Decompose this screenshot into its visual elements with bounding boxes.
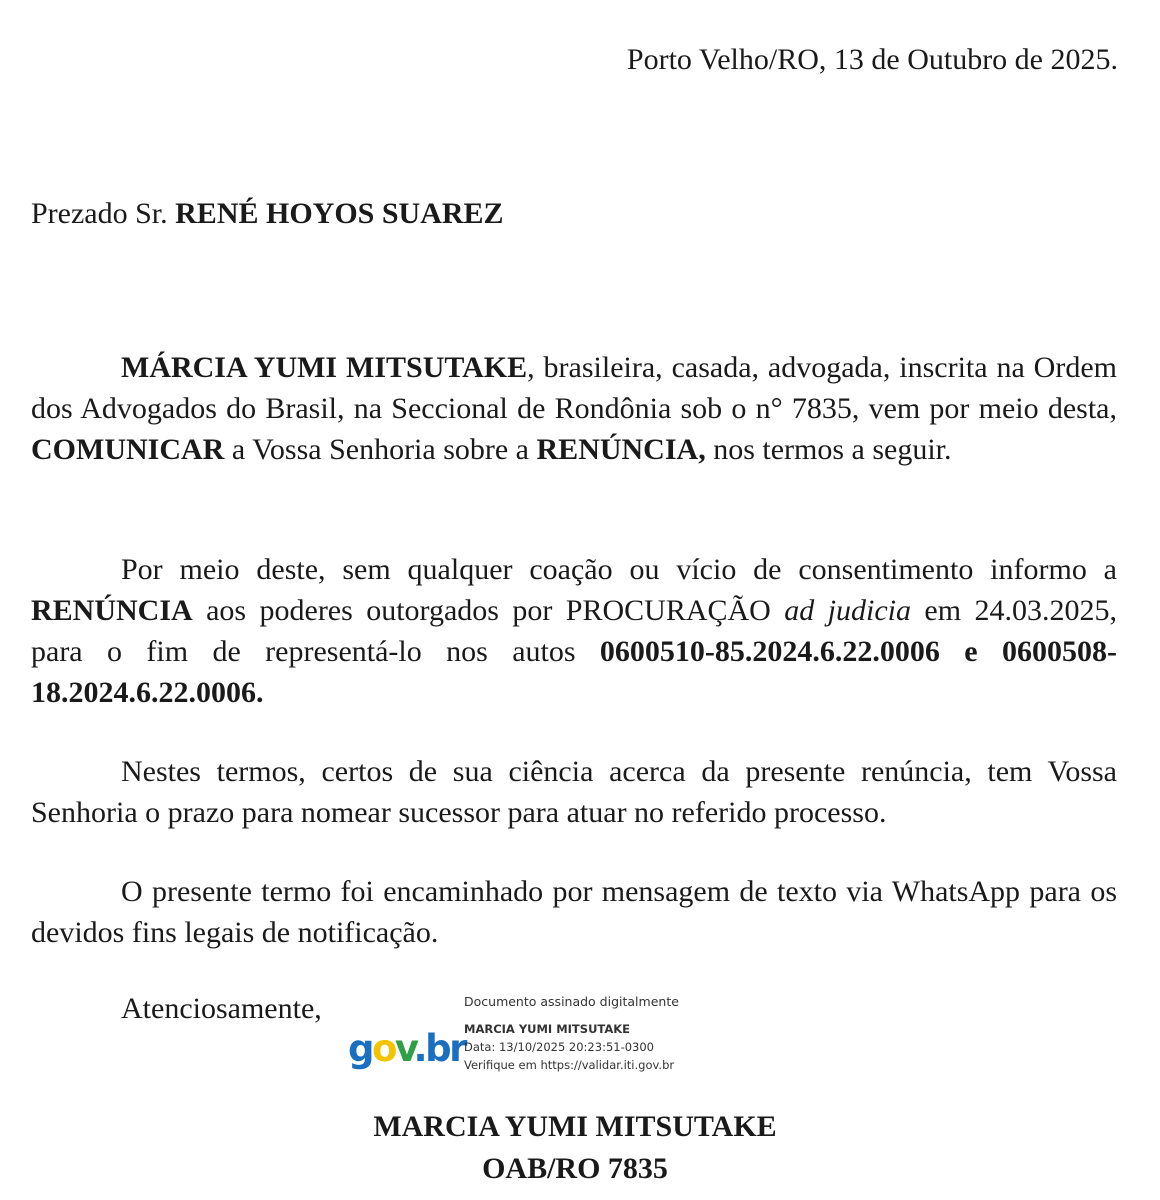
p1-text3: nos termos a seguir.	[705, 433, 952, 466]
p2-text1: Por meio deste, sem qualquer coação ou vício de consentimento informo a	[121, 553, 1117, 586]
signature-caption: Documento assinado digitalmente	[464, 994, 679, 1009]
paragraph-terms: Nestes termos, certos de sua ciência acerca da presente renúncia, tem Vossa Senhoria o prazo para nomear sucessor para atuar no referido processo.	[31, 755, 1117, 829]
signer-oab: OAB/RO 7835	[482, 1152, 668, 1185]
salutation-prefix: Prezado Sr.	[31, 197, 176, 230]
gov-br-logo	[347, 1020, 465, 1070]
p1-bold-communicate: COMUNICAR	[31, 433, 225, 466]
paragraph-notification: O presente termo foi encaminhado por mensagem de texto via WhatsApp para os devidos fins legais de notificação.	[31, 875, 1117, 949]
p2-italic-ad-judicia: ad judicia	[784, 594, 911, 627]
p2-text3: em 24.03.2025, para o fim de representá-lo nos autos	[31, 594, 1117, 668]
signature-verify-link: Verifique em https://validar.iti.gov.br	[464, 1058, 675, 1072]
p1-text1: , brasileira, casada, advogada, inscrita na Ordem dos Advogados do Brasil, na Seccional de Rondônia sob o n° 7835, vem por meio desta,	[31, 351, 1117, 425]
digital-signature-stamp	[345, 992, 745, 1082]
recipient-name: RENÉ HOYOS SUAREZ	[175, 197, 504, 230]
signer-name: MARCIA YUMI MITSUTAKE	[373, 1110, 777, 1143]
closing: Atenciosamente,	[121, 992, 322, 1025]
lawyer-name: MÁRCIA YUMI MITSUTAKE	[121, 351, 528, 384]
paragraph-renunciation	[31, 549, 1117, 713]
p2-case-numbers: 0600510-85.2024.6.22.0006 e 0600508-18.2024.6.22.0006.	[31, 635, 1117, 709]
p1-bold-renuncia: RENÚNCIA,	[536, 433, 706, 466]
date-line: Porto Velho/RO, 13 de Outubro de 2025.	[626, 43, 1118, 76]
signature-signer: MARCIA YUMI MITSUTAKE	[464, 1022, 631, 1036]
paragraph-communication	[31, 347, 1117, 470]
p2-bold-renuncia: RENÚNCIA	[31, 594, 193, 627]
p1-text2: a Vossa Senhoria sobre a	[224, 433, 537, 466]
signature-date: Data: 13/10/2025 20:23:51-0300	[464, 1040, 654, 1054]
salutation	[31, 194, 504, 234]
p2-text2: aos poderes outorgados por PROCURAÇÃO	[192, 594, 785, 627]
svg-text:gov.br: gov.br	[348, 1027, 465, 1070]
